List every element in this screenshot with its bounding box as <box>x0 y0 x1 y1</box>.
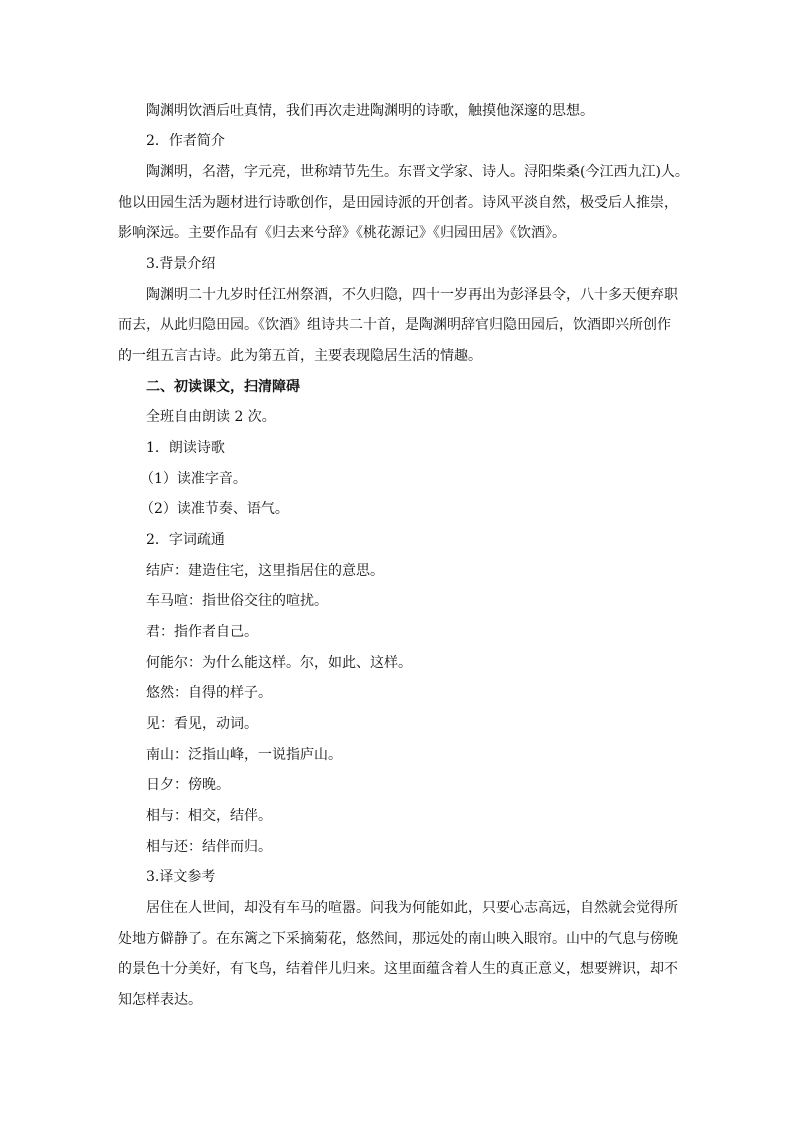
translation-paragraph-line: 知怎样表达。 <box>118 992 202 1008</box>
vocabulary-item: 君：指作者自己。 <box>146 624 258 640</box>
translation-paragraph-line: 居住在人世间，却没有车马的喧嚣。问我为何能如此，只要心志高远，自然就会觉得所 <box>146 900 678 916</box>
intro-paragraph-line: 陶渊明饮酒后吐真情，我们再次走进陶渊明的诗歌，触摸他深邃的思想。 <box>146 103 594 119</box>
vocabulary-item: 悠然：自得的样子。 <box>146 685 272 701</box>
read-poem-heading: 1．朗读诗歌 <box>146 440 225 456</box>
vocabulary-item: 日夕：傍晚。 <box>146 777 230 793</box>
vocabulary-item: 相与还：结伴而归。 <box>146 839 272 855</box>
background-paragraph-line: 陶渊明二十九岁时任江州祭酒，不久归隐，四十一岁再出为彭泽县令，八十多天便弃职 <box>146 287 678 303</box>
translation-paragraph-line: 的景色十分美好，有飞鸟，结着伴儿归来。这里面蕴含着人生的真正意义，想要辨识，却不 <box>118 961 678 977</box>
translation-paragraph-line: 处地方僻静了。在东篱之下采摘菊花，悠然间，那远处的南山映入眼帘。山中的气息与傍晚 <box>118 931 678 947</box>
vocabulary-item: 结庐：建造住宅，这里指居住的意思。 <box>146 563 384 579</box>
vocabulary-item: 车马喧：指世俗交往的喧扰。 <box>146 593 328 609</box>
vocabulary-item: 相与：相交，结伴。 <box>146 808 272 824</box>
vocabulary-heading: 2．字词疏通 <box>146 532 225 548</box>
background-paragraph-line: 而去，从此归隐田园。《饮酒》组诗共二十首，是陶渊明辞官归隐田园后，饮酒即兴所创作 <box>118 317 671 333</box>
author-section-heading: 2．作者简介 <box>146 133 225 149</box>
vocabulary-item: 见：看见，动词。 <box>146 716 258 732</box>
vocabulary-item: 何能尔：为什么能这样。尔，如此、这样。 <box>146 655 412 671</box>
author-paragraph-line: 他以田园生活为题材进行诗歌创作，是田园诗派的开创者。诗风平淡自然，极受后人推崇， <box>118 195 678 211</box>
background-section-heading: 3.背景介绍 <box>146 256 216 272</box>
background-paragraph-line: 的一组五言古诗。此为第五首，主要表现隐居生活的情趣。 <box>118 348 482 364</box>
vocabulary-item: 南山：泛指山峰，一说指庐山。 <box>146 747 342 763</box>
reading-instruction: 全班自由朗读 2 次。 <box>146 409 276 425</box>
section-two-heading: 二、初读课文，扫清障碍 <box>146 379 300 395</box>
read-poem-item: （2）读准节奏、语气。 <box>140 501 289 517</box>
translation-heading: 3.译文参考 <box>146 869 216 885</box>
read-poem-item: （1）读准字音。 <box>140 471 247 487</box>
author-paragraph-line: 影响深远。主要作品有《归去来兮辞》《桃花源记》《归园田居》《饮酒》。 <box>118 225 566 241</box>
author-paragraph-line: 陶渊明，名潜，字元亮，世称靖节先生。东晋文学家、诗人。浔阳柴桑(今江西九江)人。 <box>146 164 689 180</box>
